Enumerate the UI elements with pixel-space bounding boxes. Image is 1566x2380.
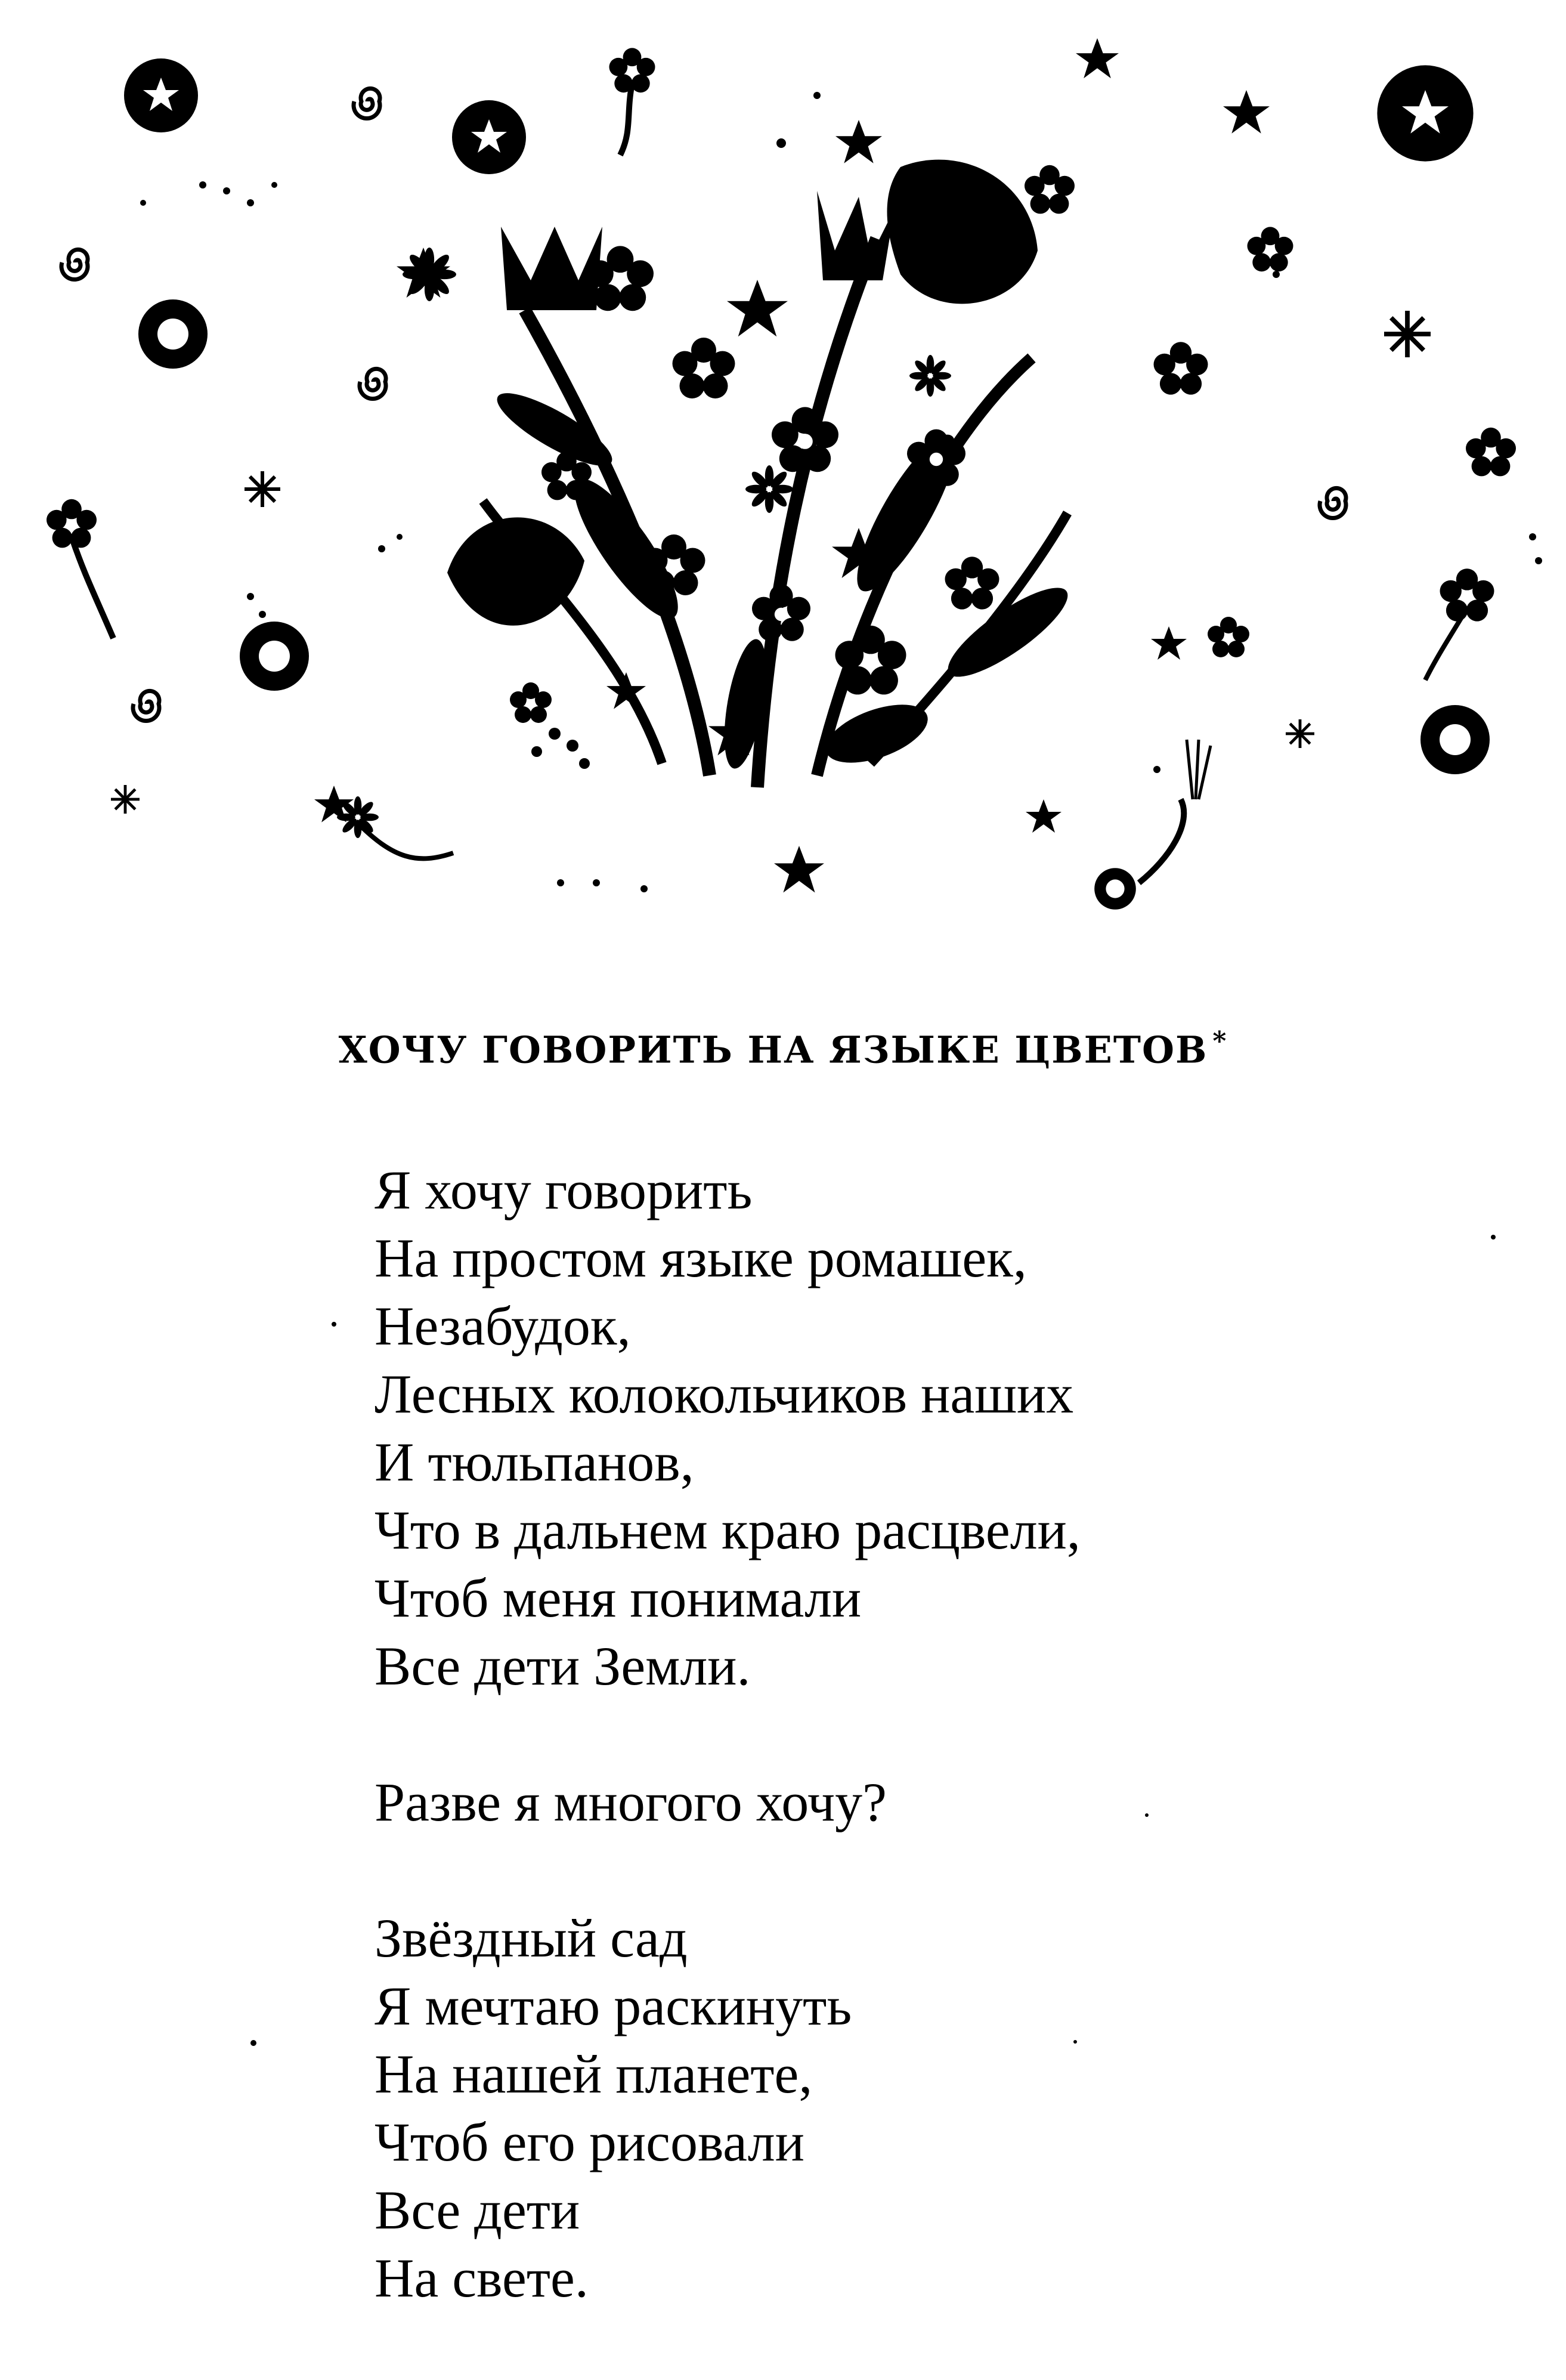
poem-line: На свете. [375, 2248, 589, 2308]
ink-speck [250, 2040, 256, 2046]
poem-line: Разве я многого хочу? [375, 1772, 887, 1832]
ink-speck [1491, 1235, 1496, 1240]
poem-body [375, 1156, 1508, 2380]
footnote-asterisk: * [1212, 1026, 1228, 1056]
poem-line: Лесных колокольчиков наших [375, 1364, 1074, 1424]
flower-bouquet-illustration [24, 24, 1542, 954]
poem-line: На нашей планете, [375, 2044, 813, 2104]
poem-line: Я мечтаю раскинуть [375, 1976, 852, 2036]
stanza-1 [375, 1156, 1508, 1700]
poem-line: Все дети Земли. [375, 1636, 751, 1696]
poem-title-text: ХОЧУ ГОВОРИТЬ НА ЯЗЫКЕ ЦВЕТОВ [338, 1028, 1208, 1072]
poem-line: И тюльпанов, [375, 1432, 694, 1492]
ink-speck [1073, 2040, 1077, 2044]
poem-line: Чтоб меня понимали [375, 1568, 862, 1628]
poem-line: Все дети [375, 2180, 580, 2240]
poem-line: Звёздный сад [375, 1908, 688, 1968]
poem-line: На простом языке ромашек, [375, 1228, 1027, 1288]
poem-line: Я хочу говорить [375, 1160, 753, 1220]
ink-speck [332, 1322, 336, 1327]
bouquet-circle [447, 155, 1103, 799]
poem-line: Незабудок, [375, 1296, 631, 1356]
stanza-2 [375, 1768, 1508, 1836]
poem-line: Чтоб его рисовали [375, 2112, 804, 2172]
ink-speck [1145, 1813, 1149, 1817]
stanza-3 [375, 1904, 1508, 2312]
poem-title [0, 1026, 1566, 1072]
poem-line: Что в дальнем краю расцвели, [375, 1500, 1081, 1560]
